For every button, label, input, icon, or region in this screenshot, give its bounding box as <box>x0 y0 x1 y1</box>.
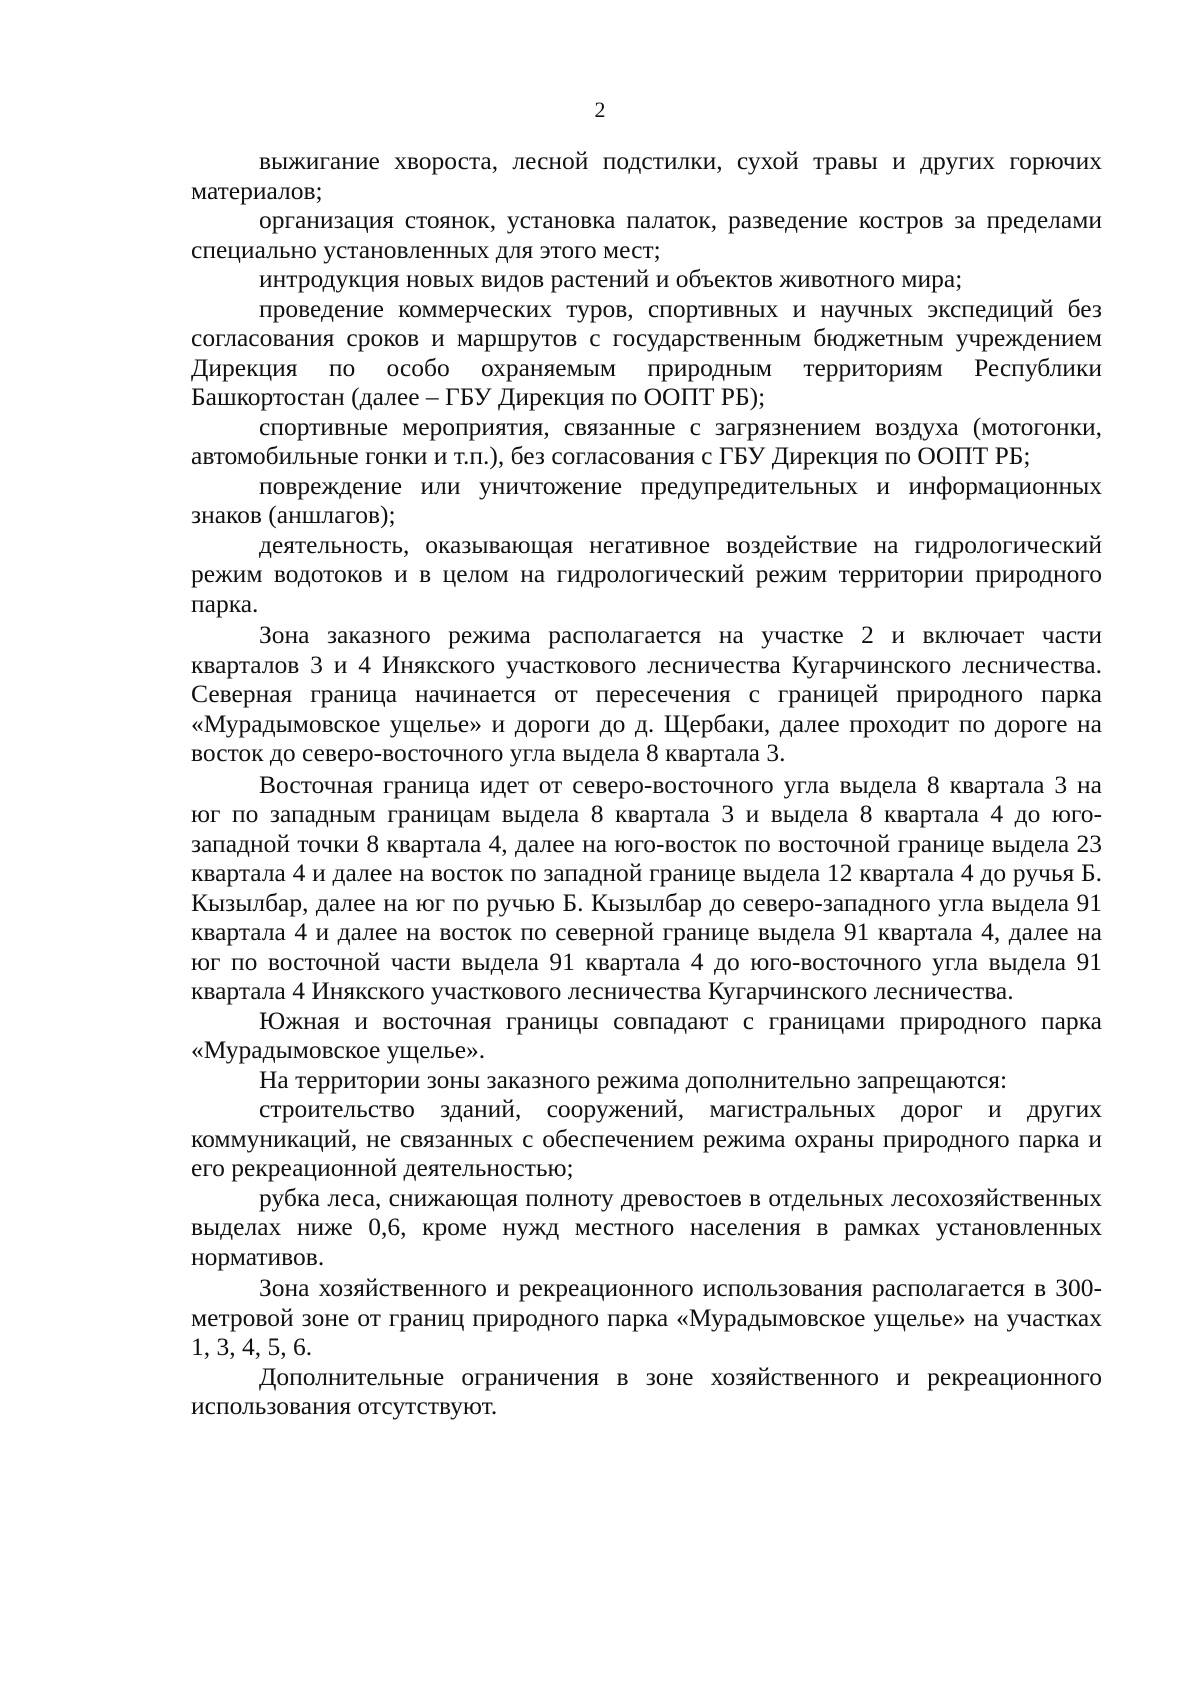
paragraph-construction: строительство зданий, сооружений, магистральных дорог и других коммуникаций, не связанных с обеспечением режима охраны природного парка и его рекреационной деятельностью; <box>191 1094 1102 1182</box>
paragraph-camping: организация стоянок, установка палаток, разведение костров за пределами специально установленных для этого мест; <box>191 205 1102 264</box>
paragraph-burning: выжигание хвороста, лесной подстилки, сухой травы и других горючих материалов; <box>191 146 1102 205</box>
paragraph-reserve-zone: Зона заказного режима располагается на участке 2 и включает части кварталов 3 и 4 Инякского участкового лесничества Кугарчинского лесничества. Северная граница начинается от пересечения с границей природного парка «Мурадымовское ущелье» и дороги до д. Щербаки, далее проходит по дороге на восток до северо-восточного угла выдела 8 квартала 3. <box>191 620 1102 767</box>
paragraph-east-border: Восточная граница идет от северо-восточного угла выдела 8 квартала 3 на юг по западным границам выдела 8 квартала 3 и выдела 8 квартала 4 до юго-западной точки 8 квартала 4, далее на юго-восток по восточной границе выдела 23 квартала 4 и далее на восток по западной границе выдела 12 квартала 4 до ручья Б. Кызылбар, далее на юг по ручью Б. Кызылбар до северо-западного угла выдела 91 квартала 4 и далее на восток по северной границе выдела 91 квартала 4, далее на юг по восточной части выдела 91 квартала 4 до юго-восточного угла выдела 91 квартала 4 Инякского участкового лесничества Кугарчинского лесничества. <box>191 769 1102 1005</box>
paragraph-prohibitions-intro: На территории зоны заказного режима дополнительно запрещаются: <box>259 1064 1008 1094</box>
document-body <box>191 146 1102 1421</box>
paragraph-south-border: Южная и восточная границы совпадают с границами природного парка «Мурадымовское ущелье». <box>191 1005 1102 1064</box>
paragraph-commercial-tours: проведение коммерческих туров, спортивных и научных экспедиций без согласования сроков и маршрутов с государственным бюджетным учреждением Дирекция по особо охраняемым природным территориям Республики Башкортостан (далее – ГБУ Дирекция по ООПТ РБ); <box>191 293 1102 411</box>
paragraph-introduction-species: интродукция новых видов растений и объектов животного мира; <box>259 264 963 293</box>
paragraph-no-restrictions: Дополнительные ограничения в зоне хозяйственного и рекреационного использования отсутствуют. <box>191 1361 1102 1420</box>
paragraph-hydrology: деятельность, оказывающая негативное воздействие на гидрологический режим водотоков и в целом на гидрологический режим территории природного парка. <box>191 529 1102 618</box>
paragraph-economic-zone: Зона хозяйственного и рекреационного использования располагается в 300-метровой зоне от границ природного парка «Мурадымовское ущелье» на участках 1, 3, 4, 5, 6. <box>191 1273 1102 1361</box>
paragraph-logging: рубка леса, снижающая полноту древостоев в отдельных лесохозяйственных выделах ниже 0,6, кроме нужд местного населения в рамках установленных нормативов. <box>191 1182 1102 1271</box>
paragraph-signs-damage: повреждение или уничтожение предупредительных и информационных знаков (аншлагов); <box>191 470 1102 529</box>
page-number: 2 <box>594 97 606 122</box>
paragraph-sport-events: спортивные мероприятия, связанные с загрязнением воздуха (мотогонки, автомобильные гонки и т.п.), без согласования с ГБУ Дирекция по ООПТ РБ; <box>191 411 1102 470</box>
